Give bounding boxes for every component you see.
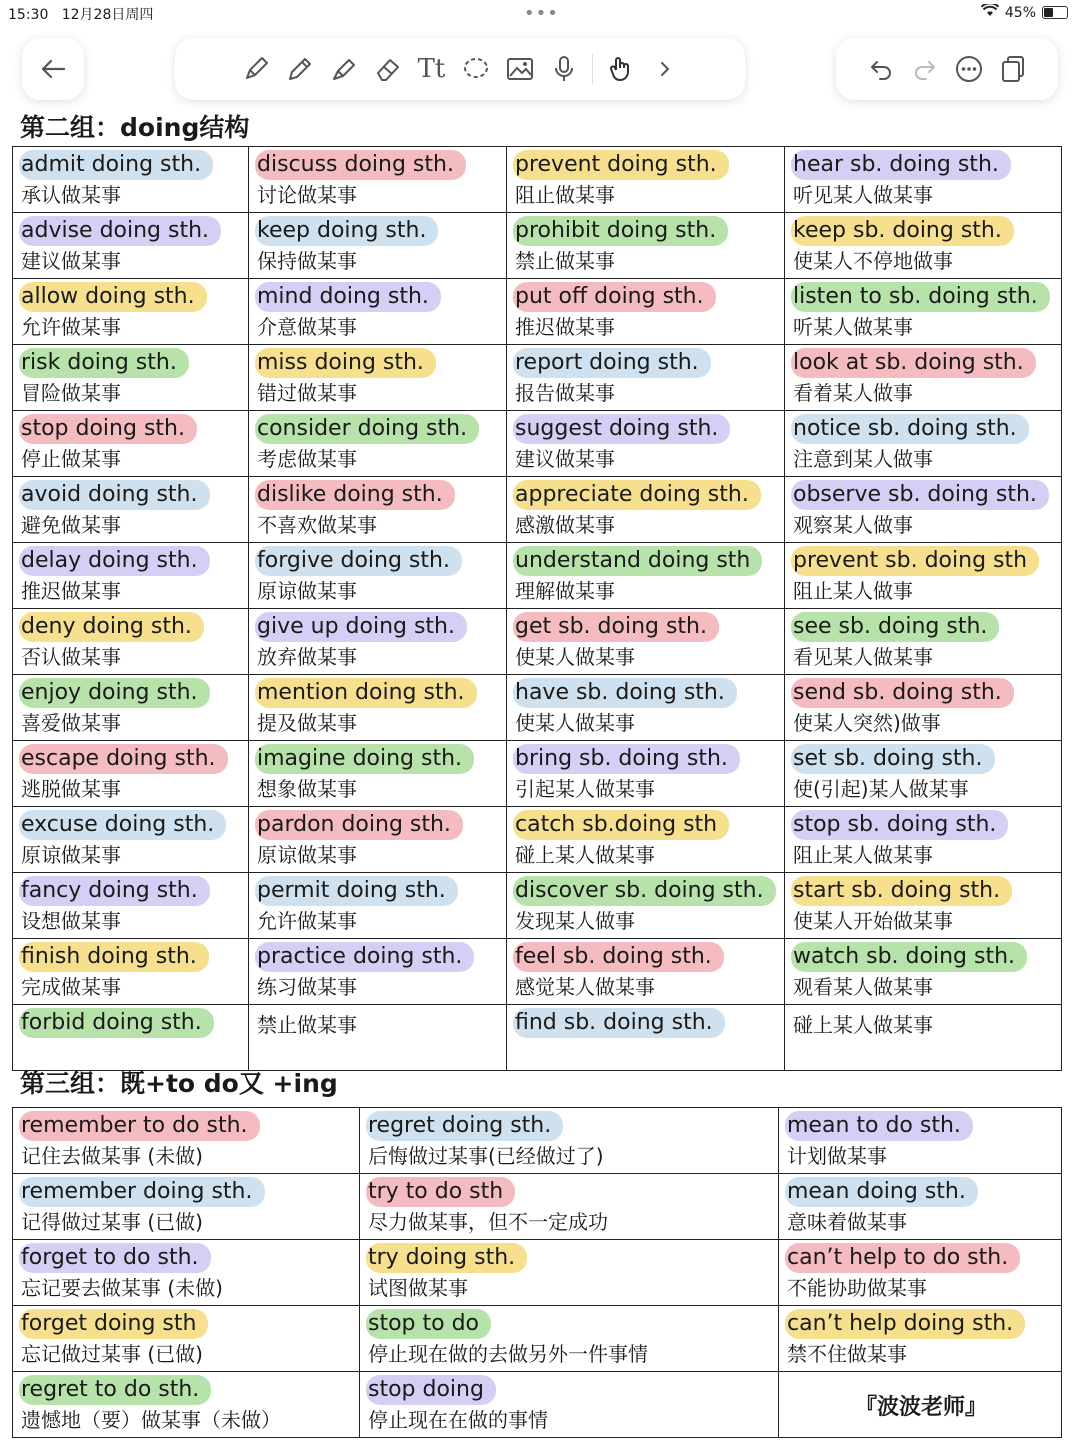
phrase-english: find sb. doing sth. (513, 1008, 725, 1038)
phrase-chinese: 使某人开始做某事 (793, 909, 953, 933)
phrase-english: suggest doing sth. (513, 414, 730, 444)
phrase-chinese: 想象做某事 (257, 777, 357, 801)
phrase-chinese: 练习做某事 (257, 975, 357, 999)
phrase-english: get sb. doing sth. (513, 612, 719, 642)
phrase-english: stop doing sth. (19, 414, 197, 444)
phrase-chinese: 阻止做某事 (515, 183, 615, 207)
phrase-cell (785, 543, 1062, 609)
phrase-english: can’t help to do sth. (785, 1243, 1020, 1273)
phrase-english: practice doing sth. (255, 942, 474, 972)
phrase-chinese: 忘记做过某事 (已做) (21, 1342, 203, 1366)
phrase-cell (249, 609, 507, 675)
phrase-chinese: 建议做某事 (515, 447, 615, 471)
phrase-english: remember doing sth. (19, 1177, 265, 1207)
phrase-cell (785, 1005, 1062, 1071)
phrase-chinese: 看着某人做事 (793, 381, 913, 405)
pencil-icon[interactable] (278, 47, 322, 91)
phrase-cell (13, 477, 249, 543)
multitasking-dots[interactable]: ••• (524, 3, 559, 24)
phrase-cell (507, 477, 785, 543)
phrase-english: allow doing sth. (19, 282, 207, 312)
phrase-english: admit doing sth. (19, 150, 213, 180)
phrase-cell (13, 1108, 360, 1174)
phrase-cell (360, 1174, 779, 1240)
table-row (13, 1306, 1062, 1372)
phrase-english: see sb. doing sth. (791, 612, 999, 642)
phrase-chinese: 报告做某事 (515, 381, 615, 405)
phrase-chinese: 推迟做某事 (21, 579, 121, 603)
phrase-cell (13, 411, 249, 477)
arrow-left-icon[interactable] (31, 47, 75, 91)
phrase-cell (13, 1372, 360, 1438)
phrase-english: discuss doing sth. (255, 150, 466, 180)
phrase-cell (13, 1240, 360, 1306)
phrase-english: prevent doing sth. (513, 150, 729, 180)
phrase-english: send sb. doing sth. (791, 678, 1014, 708)
table-row (13, 147, 1062, 213)
phrase-cell (785, 741, 1062, 807)
phrase-cell (249, 1005, 507, 1071)
phrase-english: stop doing (366, 1375, 496, 1405)
phrase-cell (779, 1174, 1062, 1240)
table-row (13, 873, 1062, 939)
phrase-cell (360, 1240, 779, 1306)
phrase-chinese: 建议做某事 (21, 249, 121, 273)
phrase-chinese: 冒险做某事 (21, 381, 121, 405)
table-row (13, 1005, 1062, 1071)
phrase-cell (249, 939, 507, 1005)
phrase-english: bring sb. doing sth. (513, 744, 740, 774)
phrase-chinese: 介意做某事 (257, 315, 357, 339)
phrase-english: catch sb.doing sth (513, 810, 729, 840)
phrase-cell (360, 1306, 779, 1372)
phrase-cell (249, 279, 507, 345)
phrase-cell (507, 345, 785, 411)
phrase-chinese: 禁不住做某事 (787, 1342, 907, 1366)
phrase-english: understand doing sth (513, 546, 762, 576)
table-row (13, 741, 1062, 807)
toolbar-divider (592, 54, 593, 84)
phrase-english: look at sb. doing sth. (791, 348, 1036, 378)
phrase-english: forget to do sth. (19, 1243, 211, 1273)
phrase-chinese: 不喜欢做某事 (257, 513, 377, 537)
phrase-cell (249, 147, 507, 213)
phrase-chinese: 避免做某事 (21, 513, 121, 537)
phrase-english: watch sb. doing sth. (791, 942, 1027, 972)
phrase-chinese: 提及做某事 (257, 711, 357, 735)
phrase-english: regret to do sth. (19, 1375, 211, 1405)
phrase-cell (779, 1372, 1062, 1438)
phrase-cell (507, 147, 785, 213)
phrase-chinese: 感觉某人做某事 (515, 975, 655, 999)
table-row (13, 279, 1062, 345)
phrase-chinese: 阻止某人做事 (793, 579, 913, 603)
status-right (981, 4, 1068, 21)
phrase-english: regret doing sth. (366, 1111, 563, 1141)
back-toolbar (22, 38, 84, 100)
history-toolbar (836, 38, 1058, 100)
phrase-chinese: 观察某人做事 (793, 513, 913, 537)
phrase-english: prevent sb. doing sth (791, 546, 1039, 576)
phrase-english: mean doing sth. (785, 1177, 978, 1207)
phrase-cell (13, 741, 249, 807)
table-row (13, 411, 1062, 477)
table-row (13, 477, 1062, 543)
phrase-chinese: 发现某人做事 (515, 909, 635, 933)
phrase-cell (13, 807, 249, 873)
phrase-chinese: 忘记要去做某事 (未做) (21, 1276, 223, 1300)
phrase-chinese: 放弃做某事 (257, 645, 357, 669)
phrase-chinese: 试图做某事 (368, 1276, 468, 1300)
phrase-chinese: 后悔做过某事(已经做过了) (368, 1144, 604, 1168)
phrase-cell (13, 279, 249, 345)
phrase-english: mind doing sth. (255, 282, 441, 312)
pages-icon[interactable] (991, 47, 1035, 91)
phrase-chinese: 记得做过某事 (已做) (21, 1210, 203, 1234)
phrase-english: prohibit doing sth. (513, 216, 728, 246)
phrase-chinese: 停止现在在做的事情 (368, 1408, 548, 1432)
phrase-chinese: 使某人不停地做事 (793, 249, 953, 273)
phrase-cell (785, 675, 1062, 741)
phrase-cell (249, 543, 507, 609)
phrase-english: keep doing sth. (255, 216, 438, 246)
table-row (13, 1174, 1062, 1240)
status-time: 15:30 12月28日周四 (8, 7, 154, 23)
phrase-cell (249, 873, 507, 939)
phrase-english: delay doing sth. (19, 546, 210, 576)
phrase-cell (785, 213, 1062, 279)
phrase-cell (785, 147, 1062, 213)
phrase-chinese: 使某人做某事 (515, 711, 635, 735)
phrase-cell (507, 609, 785, 675)
phrase-english: permit doing sth. (255, 876, 458, 906)
battery-icon (1042, 6, 1068, 19)
phrase-chinese: 停止现在做的去做另外一件事情 (368, 1342, 648, 1366)
phrase-english: remember to do sth. (19, 1111, 260, 1141)
phrase-chinese: 使(引起)某人做某事 (793, 777, 969, 801)
phrase-english: stop sb. doing sth. (791, 810, 1008, 840)
phrase-english: report doing sth. (513, 348, 711, 378)
table-row (13, 675, 1062, 741)
table-row (13, 1240, 1062, 1306)
phrase-english: keep sb. doing sth. (791, 216, 1014, 246)
phrase-cell (507, 873, 785, 939)
phrase-english: escape doing sth. (19, 744, 228, 774)
phrase-chinese: 否认做某事 (21, 645, 121, 669)
phrase-english: try to do sth (366, 1177, 515, 1207)
phrase-chinese: 碰上某人做某事 (793, 1013, 933, 1037)
phrase-english: risk doing sth. (19, 348, 189, 378)
phrase-english: forgive doing sth. (255, 546, 462, 576)
to-do-and-ing-table (12, 1107, 1062, 1438)
phrase-chinese: 承认做某事 (21, 183, 121, 207)
phrase-chinese: 原谅做某事 (21, 843, 121, 867)
phrase-chinese: 不能协助做某事 (787, 1276, 927, 1300)
phrase-cell (249, 741, 507, 807)
hand-pointer-icon[interactable] (599, 47, 643, 91)
table-row (13, 807, 1062, 873)
phrase-english: imagine doing sth. (255, 744, 474, 774)
image-icon[interactable] (498, 47, 542, 91)
phrase-cell (785, 279, 1062, 345)
phrase-chinese: 禁止做某事 (257, 1013, 357, 1037)
phrase-cell (13, 1005, 249, 1071)
phrase-chinese: 喜爱做某事 (21, 711, 121, 735)
phrase-chinese: 观看某人做某事 (793, 975, 933, 999)
phrase-cell (360, 1372, 779, 1438)
phrase-english: appreciate doing sth. (513, 480, 761, 510)
phrase-chinese: 原谅做某事 (257, 579, 357, 603)
phrase-chinese: 遗憾地（要）做某事（未做） (21, 1408, 281, 1432)
phrase-english: fancy doing sth. (19, 876, 210, 906)
phrase-chinese: 禁止做某事 (515, 249, 615, 273)
phrase-english: finish doing sth. (19, 942, 209, 972)
table-row (13, 345, 1062, 411)
highlighter-icon[interactable] (322, 47, 366, 91)
phrase-chinese: 推迟做某事 (515, 315, 615, 339)
phrase-english: mean to do sth. (785, 1111, 973, 1141)
phrase-chinese: 看见某人做某事 (793, 645, 933, 669)
phrase-chinese: 计划做某事 (787, 1144, 887, 1168)
phrase-cell (13, 873, 249, 939)
phrase-cell (507, 543, 785, 609)
phrase-english: can’t help doing sth. (785, 1309, 1025, 1339)
phrase-cell (13, 675, 249, 741)
phrase-english: start sb. doing sth. (791, 876, 1012, 906)
phrase-cell (360, 1108, 779, 1174)
phrase-cell (785, 477, 1062, 543)
table-row (13, 1108, 1062, 1174)
phrase-chinese: 听见某人做某事 (793, 183, 933, 207)
phrase-cell (13, 345, 249, 411)
phrase-cell (785, 609, 1062, 675)
phrase-english: pardon doing sth. (255, 810, 463, 840)
phrase-chinese: 引起某人做某事 (515, 777, 655, 801)
phrase-english: enjoy doing sth. (19, 678, 210, 708)
phrase-chinese: 听某人做某事 (793, 315, 913, 339)
redo-icon[interactable] (903, 47, 947, 91)
phrase-english: excuse doing sth. (19, 810, 226, 840)
lasso-icon[interactable] (454, 47, 498, 91)
phrase-chinese: 考虑做某事 (257, 447, 357, 471)
phrase-english: miss doing sth. (255, 348, 436, 378)
phrase-chinese: 设想做某事 (21, 909, 121, 933)
phrase-english: notice sb. doing sth. (791, 414, 1029, 444)
phrase-english: have sb. doing sth. (513, 678, 737, 708)
phrase-cell (13, 213, 249, 279)
phrase-cell (249, 213, 507, 279)
phrase-chinese: 理解做某事 (515, 579, 615, 603)
phrase-cell (507, 411, 785, 477)
table-row (13, 213, 1062, 279)
phrase-english: dislike doing sth. (255, 480, 455, 510)
phrase-cell (785, 873, 1062, 939)
phrase-chinese: 允许做某事 (257, 909, 357, 933)
phrase-cell (779, 1306, 1062, 1372)
text-icon[interactable]: Tt (417, 54, 446, 84)
section2-title: 第二组：doing结构 (20, 113, 250, 142)
phrase-english: feel sb. doing sth. (513, 942, 724, 972)
phrase-english: forget doing sth (19, 1309, 208, 1339)
battery-percent: 45% (1004, 4, 1036, 21)
phrase-cell (779, 1108, 1062, 1174)
phrase-chinese: 停止做某事 (21, 447, 121, 471)
chevron-right-icon[interactable] (643, 47, 687, 91)
phrase-cell (507, 807, 785, 873)
phrase-english: deny doing sth. (19, 612, 204, 642)
wifi-icon (981, 4, 999, 21)
phrase-english: set sb. doing sth. (791, 744, 995, 774)
drawing-toolbar (175, 38, 745, 100)
phrase-cell (507, 1005, 785, 1071)
phrase-cell (507, 741, 785, 807)
phrase-cell (507, 675, 785, 741)
phrase-english: put off doing sth. (513, 282, 716, 312)
phrase-chinese: 保持做某事 (257, 249, 357, 273)
phrase-english: stop to do (366, 1309, 491, 1339)
phrase-cell (249, 411, 507, 477)
phrase-chinese: 逃脱做某事 (21, 777, 121, 801)
signature: 『波波老师』 (854, 1395, 987, 1420)
phrase-cell (249, 477, 507, 543)
phrase-cell (13, 1174, 360, 1240)
phrase-english: observe sb. doing sth. (791, 480, 1049, 510)
table-row (13, 939, 1062, 1005)
phrase-english: listen to sb. doing sth. (791, 282, 1050, 312)
more-icon[interactable] (947, 47, 991, 91)
phrase-english: forbid doing sth. (19, 1008, 214, 1038)
phrase-english: avoid doing sth. (19, 480, 210, 510)
phrase-cell (507, 279, 785, 345)
undo-icon[interactable] (859, 47, 903, 91)
phrase-chinese: 碰上某人做某事 (515, 843, 655, 867)
phrase-cell (785, 939, 1062, 1005)
phrase-chinese: 注意到某人做事 (793, 447, 933, 471)
table-row (13, 1372, 1062, 1438)
table-row (13, 609, 1062, 675)
phrase-english: consider doing sth. (255, 414, 479, 444)
phrase-cell (779, 1240, 1062, 1306)
pen-icon[interactable] (234, 47, 278, 91)
phrase-english: hear sb. doing sth. (791, 150, 1011, 180)
phrase-cell (13, 543, 249, 609)
phrase-cell (785, 807, 1062, 873)
phrase-cell (249, 807, 507, 873)
phrase-english: try doing sth. (366, 1243, 527, 1273)
phrase-english: mention doing sth. (255, 678, 477, 708)
phrase-cell (13, 147, 249, 213)
phrase-english: discover sb. doing sth. (513, 876, 776, 906)
phrase-chinese: 记住去做某事 (未做) (21, 1144, 203, 1168)
mic-icon[interactable] (542, 47, 586, 91)
phrase-cell (13, 609, 249, 675)
phrase-chinese: 感激做某事 (515, 513, 615, 537)
phrase-cell (249, 675, 507, 741)
phrase-chinese: 使某人突然)做事 (793, 711, 941, 735)
phrase-chinese: 尽力做某事，但不一定成功 (368, 1210, 608, 1234)
eraser-icon[interactable] (366, 47, 410, 91)
table-row (13, 543, 1062, 609)
phrase-chinese: 意味着做某事 (787, 1210, 907, 1234)
note-page[interactable] (0, 96, 1080, 1440)
phrase-chinese: 允许做某事 (21, 315, 121, 339)
phrase-english: give up doing sth. (255, 612, 467, 642)
phrase-cell (249, 345, 507, 411)
phrase-chinese: 讨论做某事 (257, 183, 357, 207)
phrase-chinese: 阻止某人做某事 (793, 843, 933, 867)
status-bar (0, 0, 1080, 28)
phrase-cell (785, 345, 1062, 411)
phrase-cell (13, 1306, 360, 1372)
phrase-chinese: 使某人做某事 (515, 645, 635, 669)
phrase-chinese: 错过做某事 (257, 381, 357, 405)
phrase-chinese: 完成做某事 (21, 975, 121, 999)
phrase-english: advise doing sth. (19, 216, 221, 246)
phrase-chinese: 原谅做某事 (257, 843, 357, 867)
phrase-cell (785, 411, 1062, 477)
phrase-cell (507, 939, 785, 1005)
section3-title: 第三组：既+to do又 +ing (20, 1069, 338, 1098)
phrase-cell (13, 939, 249, 1005)
doing-structure-table (12, 146, 1062, 1071)
phrase-cell (507, 213, 785, 279)
